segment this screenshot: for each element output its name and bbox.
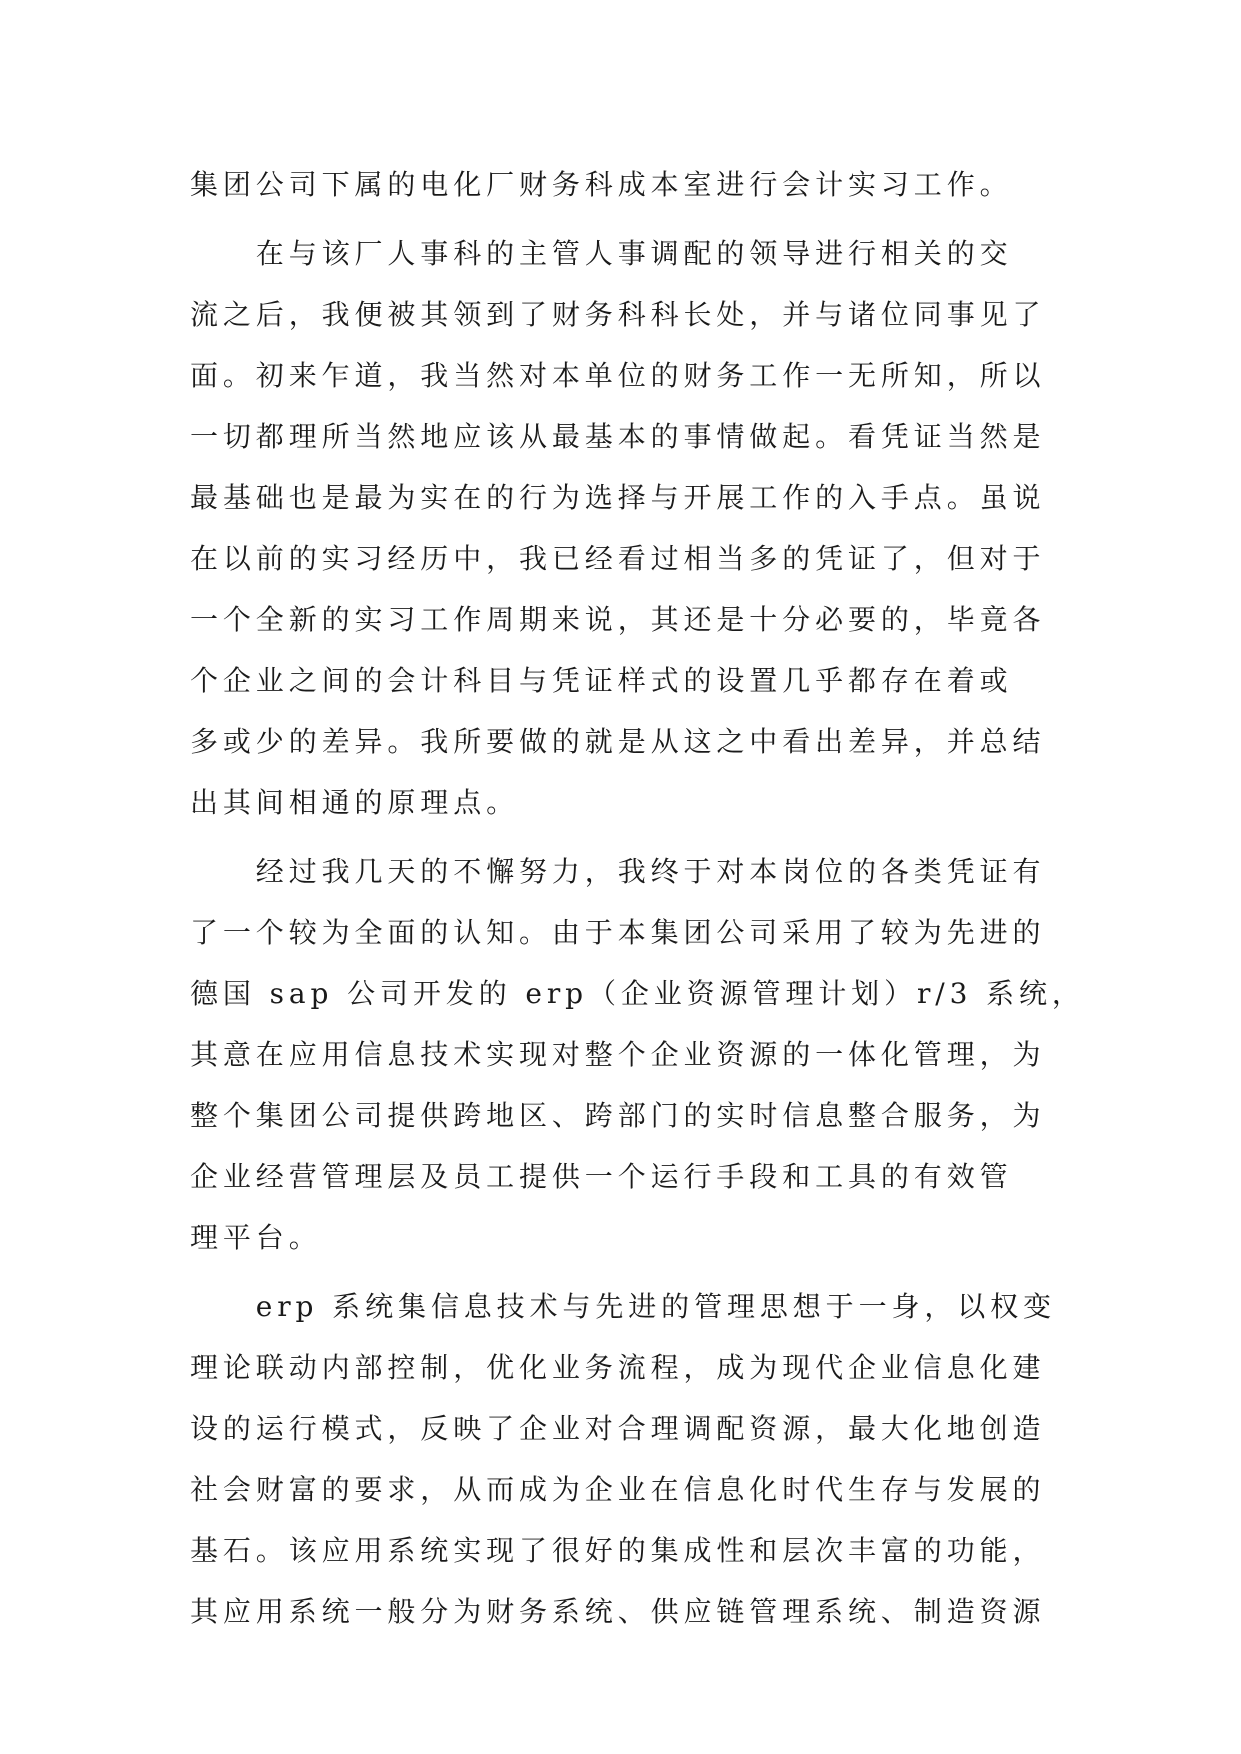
text-line: 社会财富的要求，从而成为企业在信息化时代生存与发展的 (190, 1473, 1046, 1506)
paragraph-2 (190, 223, 1060, 833)
text-line: 其应用系统一般分为财务系统、供应链管理系统、制造资源 (190, 1595, 1046, 1628)
text-line: 多或少的差异。我所要做的就是从这之中看出差异，并总结 (190, 725, 1046, 758)
text-line: 出其间相通的原理点。 (190, 786, 520, 819)
text-line: 一切都理所当然地应该从最基本的事情做起。看凭证当然是 (190, 420, 1046, 453)
text-line: 设的运行模式，反映了企业对合理调配资源，最大化地创造 (190, 1412, 1046, 1445)
text-line: 整个集团公司提供跨地区、跨部门的实时信息整合服务，为 (190, 1099, 1046, 1132)
text-line: 集团公司下属的电化厂财务科成本室进行会计实习工作。 (190, 168, 1013, 201)
paragraph-4 (190, 1276, 1060, 1642)
text-line: 基石。该应用系统实现了很好的集成性和层次丰富的功能， (190, 1534, 1046, 1567)
paragraph-1 (190, 154, 1060, 215)
text-line: 在以前的实习经历中，我已经看过相当多的凭证了，但对于 (190, 542, 1046, 575)
text-line: 了一个较为全面的认知。由于本集团公司采用了较为先进的 (190, 916, 1046, 949)
text-line: 理论联动内部控制，优化业务流程，成为现代企业信息化建 (190, 1351, 1046, 1384)
text-line: 德国 sap 公司开发的 erp（企业资源管理计划）r/3 系统， (190, 977, 1085, 1010)
text-line: 一个全新的实习工作周期来说，其还是十分必要的，毕竟各 (190, 603, 1046, 636)
text-line: 经过我几天的不懈努力，我终于对本岗位的各类凭证有 (190, 855, 1046, 888)
text-line: 面。初来乍道，我当然对本单位的财务工作一无所知，所以 (190, 359, 1046, 392)
text-line: 其意在应用信息技术实现对整个企业资源的一体化管理，为 (190, 1038, 1046, 1071)
text-line: erp 系统集信息技术与先进的管理思想于一身，以权变 (190, 1290, 1056, 1323)
text-line: 流之后，我便被其领到了财务科科长处，并与诸位同事见了 (190, 298, 1046, 331)
paragraph-3 (190, 841, 1085, 1268)
text-line: 理平台。 (190, 1221, 322, 1254)
text-line: 个企业之间的会计科目与凭证样式的设置几乎都存在着或 (190, 664, 1013, 697)
text-line: 最基础也是最为实在的行为选择与开展工作的入手点。虽说 (190, 481, 1046, 514)
text-line: 在与该厂人事科的主管人事调配的领导进行相关的交 (190, 237, 1013, 270)
text-line: 企业经营管理层及员工提供一个运行手段和工具的有效管 (190, 1160, 1013, 1193)
document-body (190, 154, 1085, 1642)
